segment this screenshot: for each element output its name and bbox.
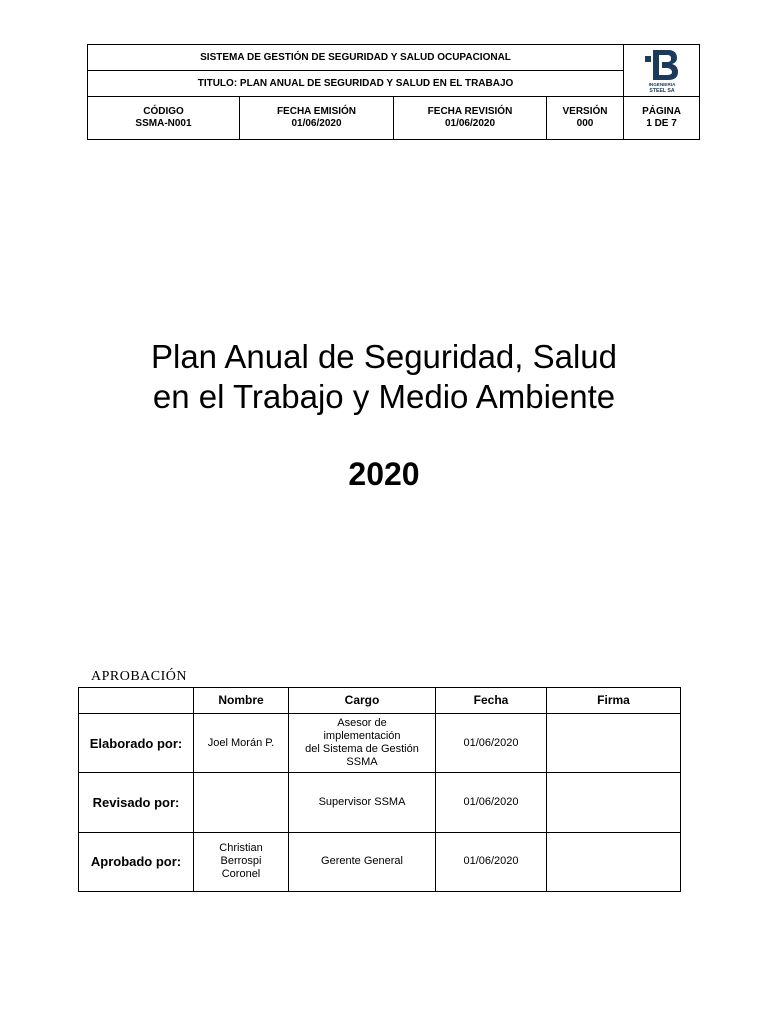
system-name: SISTEMA DE GESTIÓN DE SEGURIDAD Y SALUD OCUPACIONAL [88,45,624,71]
fecha-cell: 01/06/2020 [436,832,547,891]
revision-cell [394,97,547,140]
pagina-label: PÁGINA [642,106,681,117]
cargo-line: Supervisor SSMA [318,795,406,808]
document-title [60,337,708,417]
document-title-line1: Plan Anual de Seguridad, Salud [150,338,618,375]
cargo-line: Gerente General [321,855,403,868]
version-value: 000 [576,118,594,129]
nombre-cell: Joel Morán P. [194,714,289,773]
firma-cell [547,714,681,773]
row-label: Revisado por: [79,773,194,832]
table-row [79,832,681,891]
version-label: VERSIÓN [562,106,608,117]
emision-label: FECHA EMISIÓN [276,106,357,117]
firma-cell [547,773,681,832]
column-header-cargo: Cargo [289,688,436,714]
column-header-firma: Firma [547,688,681,714]
codigo-value: SSMA-N001 [135,118,192,129]
table-row [79,714,681,773]
cargo-cell [289,832,436,891]
fecha-cell: 01/06/2020 [436,714,547,773]
cargo-line: SSMA [346,756,378,769]
cargo-cell [289,714,436,773]
table-row [79,773,681,832]
document-year: 2020 [348,456,420,492]
version-cell [547,97,624,140]
fecha-cell: 01/06/2020 [436,773,547,832]
logo-cell [624,45,700,97]
document-code-title: TITULO: PLAN ANUAL DE SEGURIDAD Y SALUD EN EL TRABAJO [88,71,624,97]
pagina-value: 1 DE 7 [646,118,677,129]
logo-line1: INGENIERIA [648,81,675,87]
nombre-line: Berrospi [220,855,262,868]
cargo-line: Asesor de [337,717,387,730]
cargo-line: del Sistema de Gestión [305,743,419,756]
nombre-line: Christian [219,842,263,855]
nombre-line: Coronel [221,868,261,881]
approval-header-row [79,688,681,714]
revision-value: 01/06/2020 [444,118,496,129]
document-header [87,44,700,140]
column-header-nombre: Nombre [194,688,289,714]
cargo-cell [289,773,436,832]
column-header-fecha: Fecha [436,688,547,714]
codigo-cell [88,97,240,140]
column-header [79,688,194,714]
cargo-line: implementación [323,730,401,743]
row-label: Elaborado por: [79,714,194,773]
revision-label: FECHA REVISIÓN [427,106,513,117]
pagina-cell [624,97,700,140]
company-logo-icon [642,48,682,94]
approval-heading: APROBACIÓN [91,669,188,684]
emision-cell [240,97,394,140]
row-label: Aprobado por: [79,832,194,891]
logo-line2: STEEL SA [648,87,675,94]
codigo-label: CÓDIGO [143,106,184,117]
nombre-cell [194,773,289,832]
nombre-cell [194,832,289,891]
document-title-line2: en el Trabajo y Medio Ambiente [152,378,616,415]
emision-value: 01/06/2020 [291,118,342,129]
approval-table [78,687,681,892]
firma-cell [547,832,681,891]
